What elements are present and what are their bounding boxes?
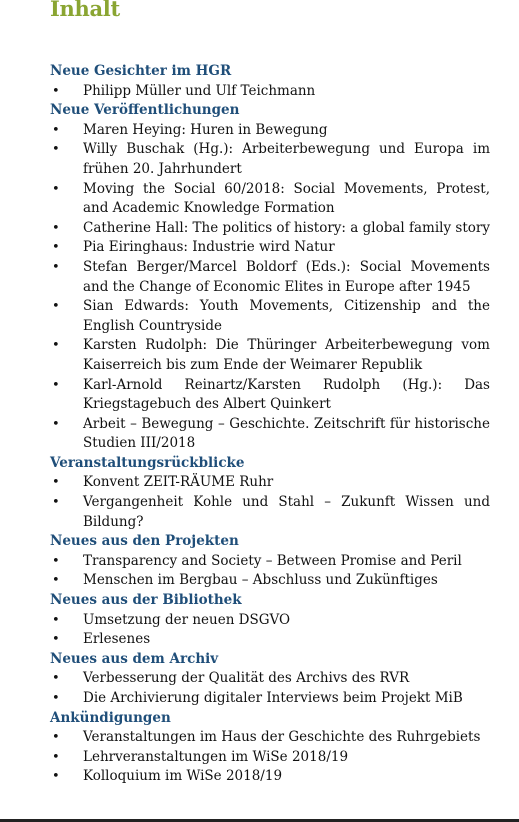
bullet-icon: • (52, 338, 60, 354)
bullet-icon: • (52, 671, 60, 687)
toc-list-item (50, 552, 490, 572)
section-heading: Neue Veröffentlichungen (50, 102, 240, 119)
toc-list-item (50, 219, 490, 239)
bullet-icon: • (52, 632, 60, 648)
toc-list-item (50, 121, 490, 141)
table-of-contents (50, 62, 490, 787)
bullet-icon: • (52, 769, 60, 785)
bullet-icon: • (52, 416, 60, 432)
toc-item-text: Veranstaltungen im Haus der Geschichte des Ruhrgebiets (83, 729, 481, 746)
toc-item-text: Kolloquium im WiSe 2018/19 (83, 768, 283, 785)
section-heading: Ankündigungen (50, 709, 171, 726)
bullet-icon: • (52, 749, 60, 765)
toc-list-item (50, 415, 490, 454)
bullet-icon: • (52, 142, 60, 158)
toc-list-item (50, 82, 490, 102)
bullet-icon: • (52, 691, 60, 706)
bullet-icon: • (52, 495, 60, 511)
toc-item-text: Maren Heying: Huren in Bewegung (83, 121, 328, 138)
toc-list-item (50, 630, 490, 650)
bullet-icon: • (52, 299, 60, 315)
toc-list-item (50, 611, 490, 631)
toc-item-text: Sian Edwards: Youth Movements, Citizenship and the English Countryside (83, 298, 490, 334)
section-heading: Neues aus der Bibliothek (50, 592, 242, 609)
toc-item-text: Transparency and Society – Between Promise and Peril (83, 552, 462, 569)
section-heading: Neues aus dem Archiv (50, 650, 219, 667)
toc-list-item (50, 669, 490, 689)
section-heading: Neue Gesichter im HGR (50, 63, 232, 79)
bullet-icon: • (52, 377, 60, 393)
toc-list-item (50, 571, 490, 591)
bullet-icon: • (52, 553, 60, 569)
toc-list-item (50, 297, 490, 336)
toc-list-item (50, 336, 490, 375)
page-title: Inhalt (50, 0, 120, 21)
section-heading: Neues aus den Projekten (50, 533, 239, 550)
toc-item-text: Stefan Berger/Marcel Boldorf (Eds.): Social Movements and the Change of Economic Elites in Europe after 1945 (83, 258, 490, 295)
toc-item-text: Vergangenheit Kohle und Stahl – Zukunft Wissen und Bildung? (83, 494, 490, 530)
toc-list-item (50, 767, 490, 787)
toc-item-text: Umsetzung der neuen DSGVO (83, 611, 291, 628)
toc-list-item (50, 258, 490, 297)
bullet-icon: • (52, 475, 60, 491)
section-heading: Veranstaltungsrückblicke (50, 454, 245, 471)
toc-item-text: Arbeit – Bewegung – Geschichte. Zeitschrift für historische Studien III/2018 (83, 415, 490, 452)
toc-list-item (50, 728, 490, 748)
toc-list-item (50, 493, 490, 532)
toc-list-item (50, 180, 490, 219)
bullet-icon: • (52, 220, 60, 236)
toc-list-item (50, 748, 490, 768)
toc-item-text: Pia Eiringhaus: Industrie wird Natur (83, 239, 335, 256)
toc-item-text: Menschen im Bergbau – Abschluss und Zukünftiges (83, 572, 438, 589)
toc-list-item (50, 238, 490, 258)
bullet-icon: • (52, 181, 60, 197)
toc-item-text: Philipp Müller und Ulf Teichmann (83, 82, 316, 99)
toc-list-item (50, 473, 490, 493)
bullet-icon: • (52, 730, 60, 746)
toc-list-item (50, 689, 490, 709)
toc-item-text: Verbesserung der Qualität des Archivs des RVR (83, 670, 410, 687)
toc-list-item (50, 140, 490, 179)
toc-item-text: Die Archivierung digitaler Interviews beim Projekt MiB (83, 690, 463, 706)
bullet-icon: • (52, 83, 60, 99)
bullet-icon: • (52, 573, 60, 589)
bullet-icon: • (52, 612, 60, 628)
toc-item-text: Karsten Rudolph: Die Thüringer Arbeiterbewegung vom Kaiserreich bis zum Ende der Weimarer Republik (83, 337, 490, 373)
bullet-icon: • (52, 240, 60, 256)
toc-item-text: Catherine Hall: The politics of history: a global family story (83, 219, 490, 236)
toc-item-text: Willy Buschak (Hg.): Arbeiterbewegung und Europa im frühen 20. Jahrhundert (83, 141, 490, 177)
toc-item-text: Moving the Social 60/2018: Social Movements, Protest, and Academic Knowledge Formation (83, 180, 490, 217)
toc-list-item (50, 376, 490, 415)
toc-item-text: Karl-Arnold Reinartz/Karsten Rudolph (Hg.): Das Kriegstagebuch des Albert Quinkert (83, 376, 490, 413)
bullet-icon: • (52, 259, 60, 275)
toc-item-text: Konvent ZEIT-RÄUME Ruhr (83, 474, 274, 491)
toc-item-text: Lehrveranstaltungen im WiSe 2018/19 (83, 748, 349, 765)
bullet-icon: • (52, 122, 60, 138)
toc-item-text: Erlesenes (83, 631, 151, 648)
